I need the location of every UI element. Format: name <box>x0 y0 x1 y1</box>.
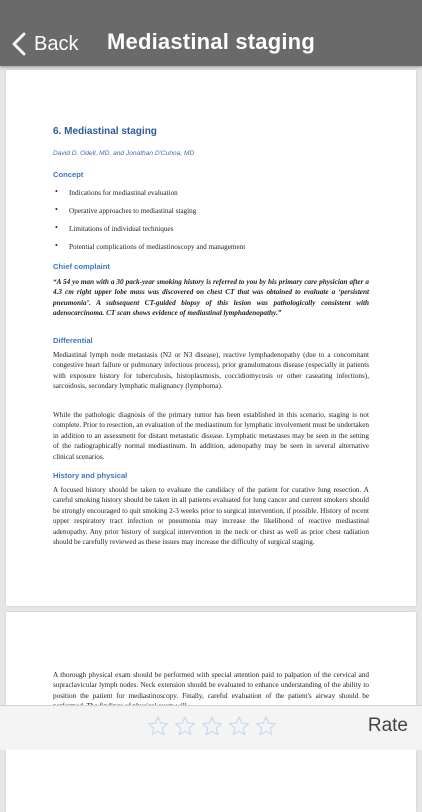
concept-item: • Indications for mediastinal evaluation <box>53 188 369 206</box>
concept-item: • Operative approaches to mediastinal staging <box>53 206 369 224</box>
differential-paragraph-1: Mediastinal lymph node metastasis (N2 or N3 disease), reactive lymphadenopathy (due to a concomitant congestive heart failure or pulmonary infectious process), prior granulomatous disease (especially in patients with exposure history for tuberculosis, histoplasmosis, coccidiomycosis or other caseating infections), sarcoidosis, secondary lymphatic malignancy (lymphoma). <box>53 351 369 391</box>
star-icon[interactable] <box>147 715 169 737</box>
concept-item: • Limitations of individual techniques <box>53 224 369 242</box>
chief-complaint-heading: Chief complaint <box>53 262 110 271</box>
star-icon[interactable] <box>255 715 277 737</box>
star-icon[interactable] <box>201 715 223 737</box>
star-icon[interactable] <box>174 715 196 737</box>
navigation-bar <box>0 0 422 66</box>
concept-heading: Concept <box>53 170 84 179</box>
differential-heading: Differential <box>53 336 93 345</box>
chief-complaint-text: “A 54 yo man with a 30 pack-year smoking history is referred to you by his primary care physician after a 4.3 cm right upper lobe mass was discovered on chest CT that was obtained to evaluate a ‘persistent pneumonia’. A subsequent CT-guided biopsy of this lesion was pathologically consistent with adenocarcinoma. CT scan shows evidence of mediastinal lymphadenopathy.” <box>53 278 369 318</box>
page-title: Mediastinal staging <box>107 29 315 54</box>
history-paragraph: A focused history should be taken to evaluate the candidacy of the patient for curative lung resection. A careful smoking history should be taken in all patients evaluated for lung cancer and current smokers should be strongly encouraged to quit smoking 2-3 weeks prior to surgical intervention, if possible. History of recent upper respiratory tract infection or pneumonia may increase the likelihood of reactive mediastinal adenopathy. Any prior history of surgical intervention in the neck or chest as well as prior chest radiation should be carefully reviewed as these issues may increase the difficulty of surgical staging. <box>53 486 369 547</box>
star-rating[interactable] <box>147 715 277 737</box>
history-heading: History and physical <box>53 471 128 480</box>
back-button-label: Back <box>34 32 79 55</box>
page-2-paragraph: A thorough physical exam should be performed with special attention paid to palpation of the cervical and supraclavicular lymph nodes. Neck extension should be evaluated to enhance understanding of the ability to position the patient for mediastinoscopy. Finally, careful evaluation of the patient's airway should be <box>53 671 369 700</box>
concept-item: • Potential complications of mediastinoscopy and management <box>53 242 369 260</box>
concept-list <box>53 188 369 260</box>
star-icon[interactable] <box>228 715 250 737</box>
document-viewer[interactable] <box>0 66 422 706</box>
differential-paragraph-2: While the pathologic diagnosis of the primary tumor has been established in this scenario, staging is not complete. Prior to resection, an evaluation of the mediastinum for lymphatic involvement must be undertaken in addition to an assessment for distant metastatic disease. Lymphatic metastases may be seen in the setting of the radiographically normal mediastinum. In addition, adenopathy may be seen in several alternative clinical scenarios. <box>53 411 369 461</box>
chapter-title: 6. Mediastinal staging <box>53 126 157 137</box>
rate-button[interactable]: Rate <box>367 715 408 736</box>
document-page-1 <box>6 70 416 606</box>
bottom-toolbar <box>0 705 422 750</box>
chapter-authors: David D. Odell, MD, and Jonathan D'Cuhna, MD <box>53 150 195 157</box>
